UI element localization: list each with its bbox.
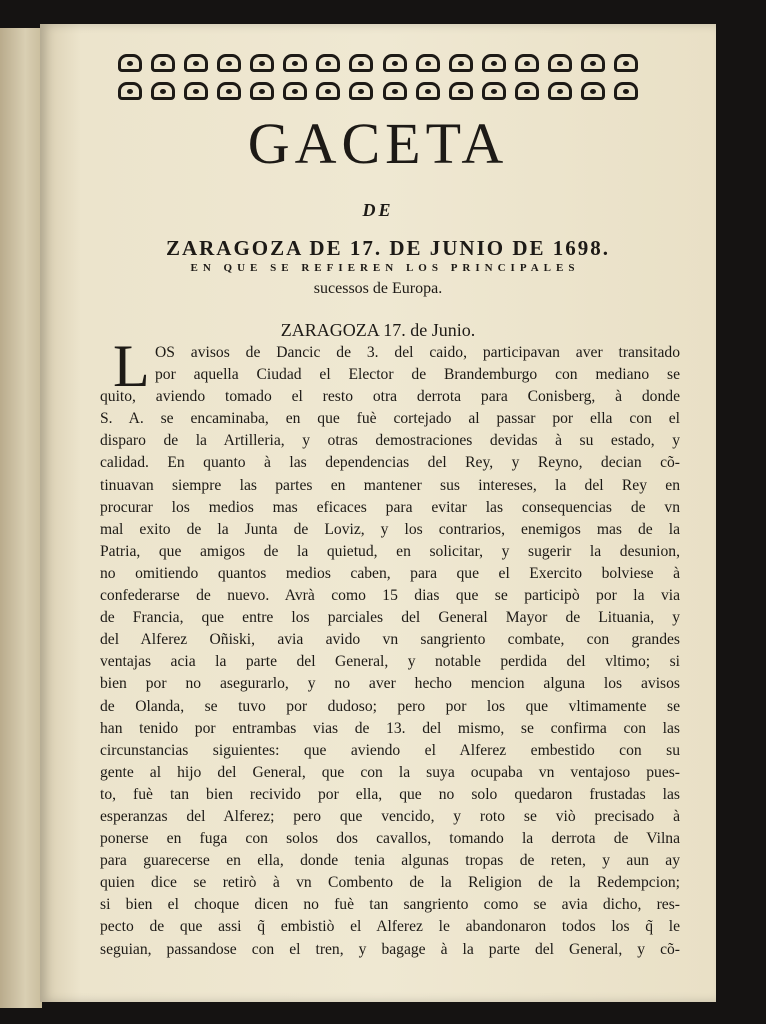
text-line: calidad. En quanto à las dependencias del Rey, y Reyno, decian cõ- — [100, 454, 680, 472]
text-line: no omitiendo quantos medios caben, para que el Exercito bolviese à — [100, 564, 680, 582]
text-line: to, fuè tan bien recivido por ella, que no solo quedaron frustadas las — [100, 785, 680, 803]
text-line: del Alferez Oñiski, avia avido vn sangriento combate, con grandes — [100, 631, 680, 649]
article-body — [100, 333, 680, 961]
drop-cap: L — [113, 333, 150, 399]
text-line: OS avisos de Dancic de 3. del caido, participavan aver transitado — [155, 344, 680, 361]
text-line: circunstancias siguientes: que aviendo el Alferez embestido con su — [100, 741, 680, 759]
text-line: tinuavan siempre las partes en mantener sus intereses, la del Rey en — [100, 476, 680, 494]
text-line: quito, aviendo tomado el resto otra derrota para Conisberg, à donde — [100, 388, 680, 406]
text-line: de Francia, que entre los parciales del General Mayor de Lituania, y — [100, 609, 680, 627]
text-line: Patria, que amigos de la quietud, en solicitar, y sugerir la desunion, — [100, 542, 680, 560]
text-line: han tenido por entrambas vias de 13. del mismo, se confirma con las — [100, 719, 680, 737]
ornament-row-bottom — [118, 82, 638, 102]
text-line: procurar los medios mas eficaces para evitar las consequencias de vn — [100, 498, 680, 516]
text-line: S. A. se encaminaba, en que fuè cortejado al passar por ella con el — [100, 410, 680, 428]
gazette-page — [40, 24, 716, 1002]
masthead-de: DE — [362, 200, 394, 220]
text-line: esperanzas del Alferez; pero que vencido, y roto se viò precisado à — [100, 807, 680, 825]
section-heading: ZARAGOZA 17. de Junio. — [280, 320, 476, 340]
subtitle-continued: sucessos de Europa. — [313, 280, 443, 297]
text-line: si bien el choque dicen no fuè tan sangriento como se avia dicho, res- — [100, 896, 680, 914]
header-ornament-band — [118, 54, 638, 102]
text-line: bien por no asegurarlo, y no aver hecho mencion alguna los avisos — [100, 675, 680, 693]
text-line: de Olanda, se tuvo por dudoso; pero por los que vltimamente se — [100, 697, 680, 715]
text-line: ponerse en fuga con solos dos cavallos, tomando la derrota de Vilna — [100, 830, 680, 848]
text-line: mal exito de la Junta de Loviz, y los contrarios, enemigos mas de la — [100, 520, 680, 538]
text-line: disparo de la Artilleria, y otras demostraciones devidas à su estado, y — [100, 432, 680, 450]
subtitle: EN QUE SE REFIEREN LOS PRINCIPALES — [190, 262, 580, 274]
text-line: por aquella Ciudad el Elector de Brandemburgo con mediano se — [155, 366, 680, 384]
text-line: gente al hijo del General, que con la suya ocupaba vn ventajoso pues- — [100, 763, 680, 781]
text-line: pecto de que assi q̃ embistiò el Alferez le abandonaron todos los q̃ le — [100, 918, 680, 936]
ornament-row-top — [118, 54, 638, 74]
text-line: confederarse de nuevo. Avrà como 15 dias que se participò por la via — [100, 587, 680, 605]
dateline: ZARAGOZA DE 17. DE JUNIO DE 1698. — [165, 236, 611, 260]
left-page-edge — [0, 28, 42, 1008]
text-line: para guarecerse en ella, donde tenia algunas tropas de reten, y aun ay — [100, 852, 680, 870]
masthead-title: GACETA — [247, 111, 509, 176]
text-line: ventajas acia la parte del General, y notable perdida del vltimo; si — [100, 653, 680, 671]
text-line: quien dice se retirò à vn Combento de la Religion de la Redempcion; — [100, 874, 680, 892]
text-line: seguian, passandose con el tren, y bagage à la parte del General, y cõ- — [100, 940, 680, 958]
